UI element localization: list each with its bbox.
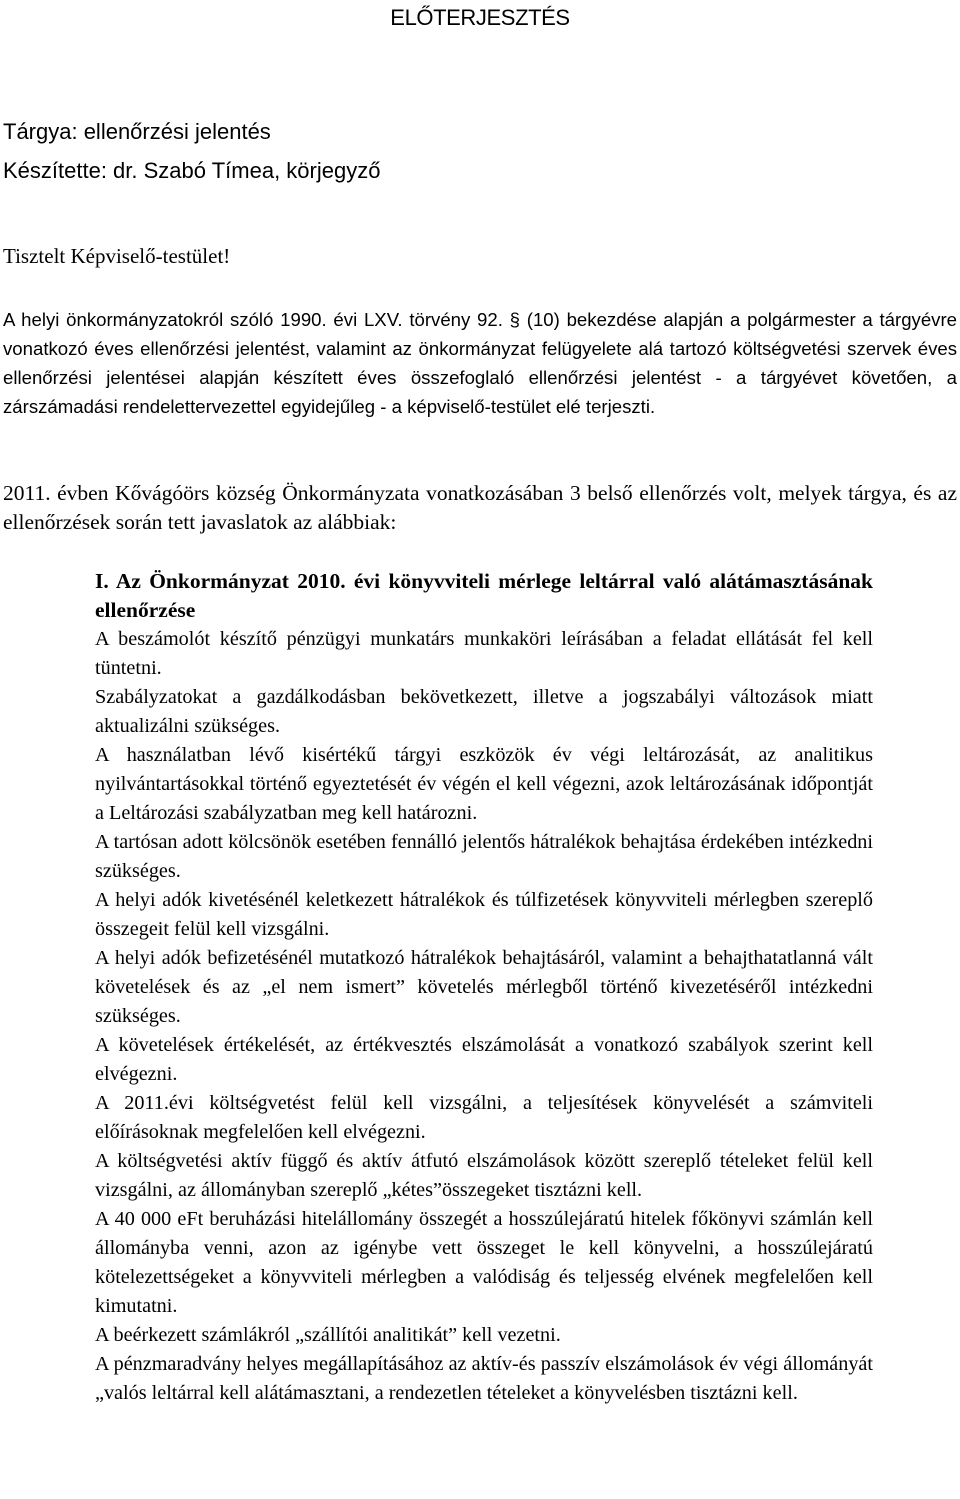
- list-item: A beszámolót készítő pénzügyi munkatárs munkaköri leírásában a feladat ellátását fel kell tüntetni.: [95, 628, 873, 679]
- subject-line: Tárgya: ellenőrzési jelentés: [3, 119, 271, 144]
- greeting: Tisztelt Képviselő-testület!: [3, 244, 231, 268]
- section-1-heading: I. Az Önkormányzat 2010. évi könyvviteli mérlege leltárral való alátámasztásának ellenőrzése: [95, 569, 873, 622]
- list-item: A tartósan adott kölcsönök esetében fennálló jelentős hátralékok behajtása érdekében intézkedni szükséges.: [95, 831, 873, 882]
- list-item: A 2011.évi költségvetést felül kell vizsgálni, a teljesítések könyvelését a számviteli előírásoknak megfelelően kell elvégezni.: [95, 1092, 873, 1143]
- author-line: Készítette: dr. Szabó Tímea, körjegyző: [3, 158, 381, 183]
- intro-paragraph: A helyi önkormányzatokról szóló 1990. évi LXV. törvény 92. § (10) bekezdése alapján a polgármester a tárgyévre vonatkozó éves ellenőrzési jelentést, valamint az önkormányzat felügyelete alá tartozó költségvetési szervek éves ellenőrzési jelentései alapján készített éves összefoglaló ellenőrzési jelentést - a tárgyévet követően, a zárszámadási rendelettervezettel egyidejűleg - a képviselő-testület elé terjeszti.: [3, 309, 957, 417]
- list-item: A használatban lévő kisértékű tárgyi eszközök év végi leltározását, az analitikus nyilvántartásokkal történő egyeztetését év végén el kell végezni, azok leltározásának időpontját a Leltározási szabályzatban meg kell határozni.: [95, 744, 873, 824]
- list-item: A költségvetési aktív függő és aktív átfutó elszámolások között szereplő tételeket felül kell vizsgálni, az állományban szereplő „kétes”összegeket tisztázni kell.: [95, 1150, 873, 1201]
- list-item: A követelések értékelését, az értékvesztés elszámolását a vonatkozó szabályok szerint kell elvégezni.: [95, 1034, 873, 1085]
- list-item: A 40 000 eFt beruházási hitelállomány összegét a hosszúlejáratú hitelek főkönyvi számlán kell állományba venni, azon az igénybe vett összeget le kell könyvelni, a hosszúlejáratú kötelezettségeket a könyvviteli mérlegben a valódiság és teljesség elvének megfelelően kell kimutatni.: [95, 1208, 873, 1317]
- section-1: [95, 567, 873, 1408]
- list-item: A helyi adók kivetésénél keletkezett hátralékok és túlfizetések könyvviteli mérlegben szereplő összegeit felül kell vizsgálni.: [95, 889, 873, 940]
- list-item: A beérkezett számlákról „szállítói analitikát” kell vezetni.: [95, 1324, 561, 1346]
- document-title: ELŐTERJESZTÉS: [390, 5, 570, 30]
- list-item: Szabályzatokat a gazdálkodásban bekövetkezett, illetve a jogszabályi változások miatt aktualizálni szükséges.: [95, 686, 873, 737]
- list-item: A helyi adók befizetésénél mutatkozó hátralékok behajtásáról, valamint a behajthatatlanná vált követelések és az „el nem ismert” követelés mérlegből történő kivezetéséről intézkedni szükséges.: [95, 947, 873, 1027]
- audit-summary-paragraph: 2011. évben Kővágóörs község Önkormányzata vonatkozásában 3 belső ellenőrzés volt, melyek tárgya, és az ellenőrzések során tett javaslatok az alábbiak:: [3, 481, 957, 534]
- list-item: A pénzmaradvány helyes megállapításához az aktív-és passzív elszámolások év végi állományát „valós leltárral kell alátámasztani, a rendezetlen tételeket a könyvelésben tisztázni kell.: [95, 1353, 873, 1404]
